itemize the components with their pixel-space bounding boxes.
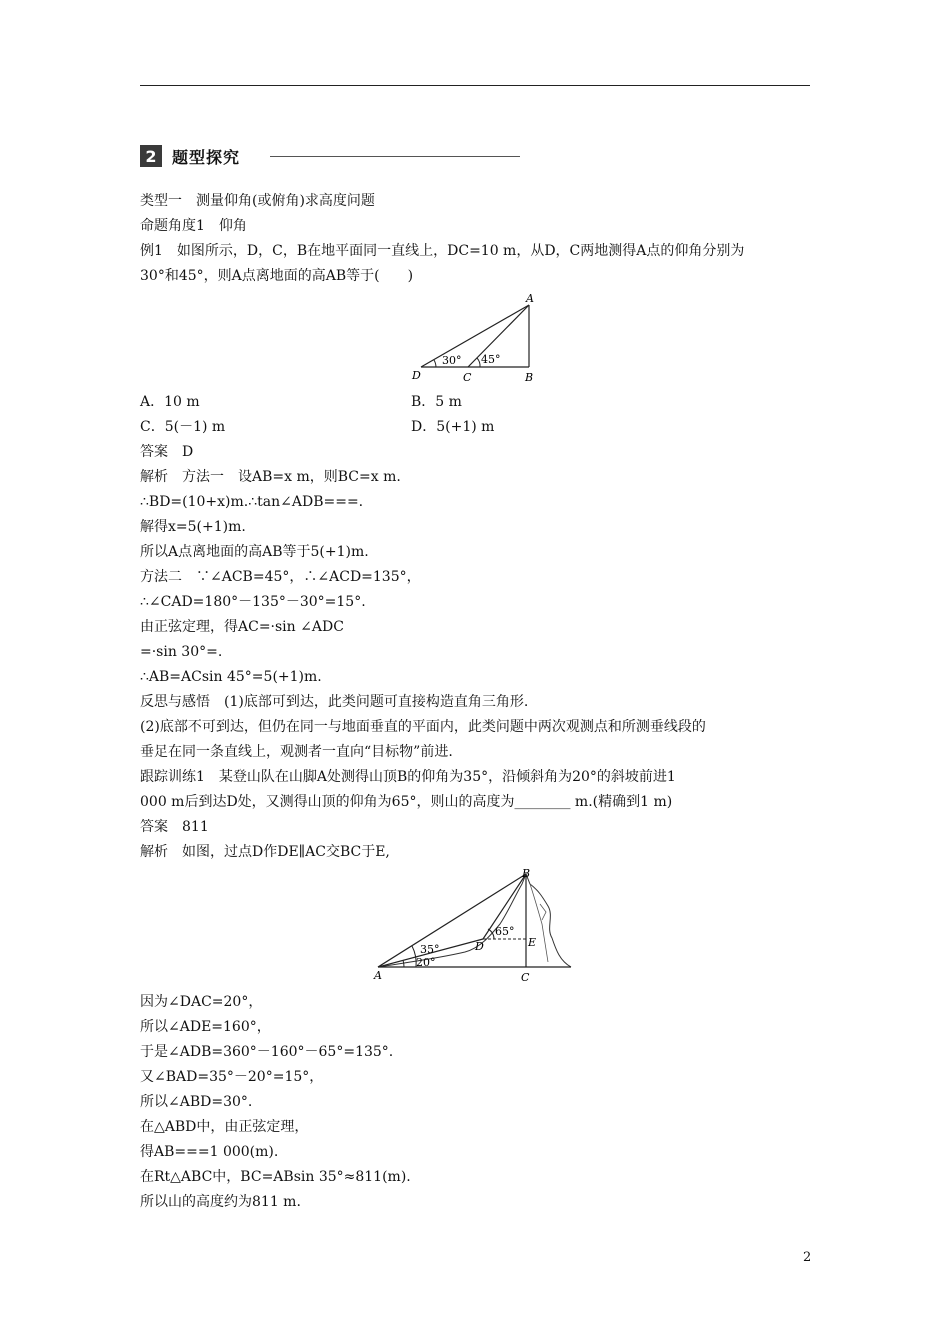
fig1-arc-45 [477,358,480,367]
fig2-label-C: C [521,971,530,984]
fig1-angle-30: 30° [442,354,462,367]
fig1-arc-30 [434,360,436,367]
fig2-label-B: B [522,867,531,880]
option-a: A．10 m [140,394,200,410]
solution-line-3: 解得x=5(+1)m. [140,519,246,535]
fig2-line-AB [378,874,526,967]
section-number-badge: 2 [140,145,162,167]
mountain-figure-2 [370,866,580,986]
solution-line-8: =·sin 30°=. [140,644,223,660]
example-text-1: 例1 如图所示，D，C，B在地平面同一直线上，DC=10 m，从D，C两地测得A点的仰角分别为 [140,243,745,259]
fig1-angle-45: 45° [481,353,501,366]
triangle-figure-1 [405,290,545,385]
option-c: C．5(－1) m [140,419,226,435]
fig2-label-E: E [528,936,537,949]
option-d: D．5(+1) m [411,419,495,435]
reflection-line-3: 垂足在同一条直线上，观测者一直向“目标物”前进. [140,744,453,760]
solution2-line-4: 于是∠ADB=360°－160°－65°=135°. [140,1044,394,1060]
solution2-line-10: 所以山的高度约为811 m. [140,1194,301,1210]
reflection-line-1: 反思与感悟 (1)底部可到达，此类问题可直接构造直角三角形. [140,694,529,710]
solution2-line-5: 又∠BAD=35°－20°=15°， [140,1069,324,1085]
fig2-angle-65: 65° [495,925,515,938]
header-rule [140,85,810,86]
section-heading [140,144,240,168]
solution2-line-2: 因为∠DAC=20°， [140,994,263,1010]
solution-line-6: ∴∠CAD=180°－135°－30°=15°. [140,594,366,610]
section-title: 题型探究 [172,147,241,167]
solution2-line-3: 所以∠ADE=160°， [140,1019,271,1035]
fig2-mountain-outline [378,874,571,967]
solution-line-2: ∴BD=(10+x)m.∴tan∠ADB===. [140,494,364,510]
fig1-label-D: D [412,369,421,382]
fig2-rock-detail [540,904,546,920]
solution2-line-1: 解析 如图，过点D作DE∥AC交BC于E, [140,844,390,860]
fig2-label-D: D [475,940,484,953]
solution-line-4: 所以A点离地面的高AB等于5(+1)m. [140,544,369,560]
solution-line-9: ∴AB=ACsin 45°=5(+1)m. [140,669,322,685]
answer-1: 答案 D [140,444,194,460]
fig2-label-A: A [374,969,382,982]
solution2-line-8: 得AB===1 000(m). [140,1144,279,1160]
solution2-line-9: 在Rt△ABC中，BC=ABsin 35°≈811(m). [140,1169,411,1185]
solution-line-7: 由正弦定理，得AC=·sin ∠ADC [140,619,344,635]
answer-2: 答案 811 [140,819,209,835]
solution-line-1: 解析 方法一 设AB=x m，则BC=x m. [140,469,401,485]
fig2-angle-20: 20° [416,956,436,969]
reflection-line-2: (2)底部不可到达，但仍在同一与地面垂直的平面内，此类问题中两次观测点和所测垂线段的 [140,719,706,735]
fig2-mountain-detail [530,884,548,962]
fig1-line-DA [421,305,529,367]
fig1-label-C: C [463,371,472,384]
practice-line-1: 跟踪训练1 某登山队在山脚A处测得山顶B的仰角为35°，沿倾斜角为20°的斜坡前进1 [140,769,676,785]
fig1-label-B: B [525,371,534,384]
section-rule [270,156,520,157]
option-b: B．5 m [411,394,462,410]
solution2-line-7: 在△ABD中，由正弦定理， [140,1119,309,1135]
solution2-line-6: 所以∠ABD=30°. [140,1094,253,1110]
fig2-angle-35: 35° [420,943,440,956]
practice-line-2: 000 m后到达D处，又测得山顶的仰角为65°，则山的高度为________ m.(精确到1 m) [140,794,673,810]
type-heading: 类型一 测量仰角(或俯角)求高度问题 [140,193,375,209]
solution-line-5: 方法二 ∵∠ACB=45°，∴∠ACD=135°， [140,569,421,585]
angle-heading: 命题角度1 仰角 [140,218,247,234]
example-text-2: 30°和45°，则A点离地面的高AB等于( ) [140,268,414,284]
fig1-label-A: A [526,292,534,305]
page-number: 2 [803,1250,812,1265]
